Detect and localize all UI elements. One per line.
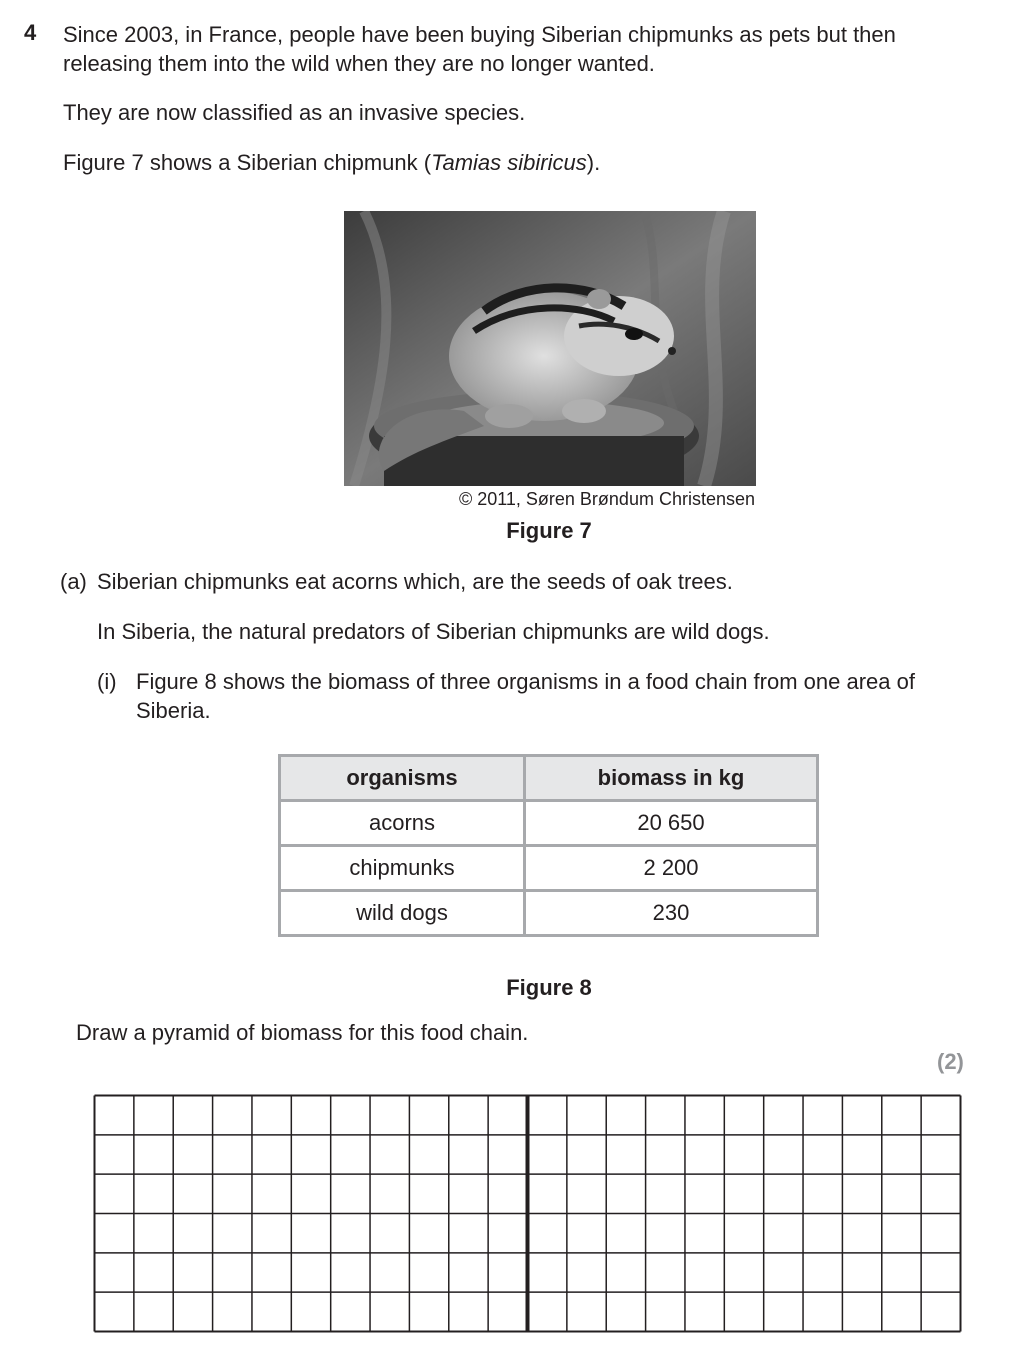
part-i-label: (i) [97, 669, 117, 694]
table-row [280, 801, 818, 846]
invasive-statement: They are now classified as an invasive species. [63, 100, 526, 125]
biomass-cell: 230 [525, 891, 818, 936]
chipmunk-photo [344, 211, 756, 486]
biomass-cell: 2 200 [525, 846, 818, 891]
question-intro: Since 2003, in France, people have been buying Siberian chipmunks as pets but then releasing them into the wild when they are no longer wanted. [63, 22, 896, 76]
organism-cell: wild dogs [280, 891, 525, 936]
figure7-caption: Figure 7 [506, 518, 592, 543]
answer-grid[interactable] [93, 1094, 963, 1339]
table-row [280, 891, 818, 936]
biomass-table [278, 754, 819, 937]
organism-cell: chipmunks [280, 846, 525, 891]
table-header-row [280, 756, 818, 801]
biomass-cell: 20 650 [525, 801, 818, 846]
part-a-label: (a) [60, 569, 87, 594]
column-header-biomass: biomass in kg [525, 756, 818, 801]
question-number: 4 [24, 20, 37, 45]
task-instruction: Draw a pyramid of biomass for this food chain. [76, 1020, 529, 1045]
marks-indicator: (2) [937, 1049, 964, 1074]
part-a-predators: In Siberia, the natural predators of Siberian chipmunks are wild dogs. [97, 619, 770, 644]
organism-cell: acorns [280, 801, 525, 846]
figure8-caption: Figure 8 [506, 975, 592, 1000]
table-row [280, 846, 818, 891]
part-a-text: Siberian chipmunks eat acorns which, are the seeds of oak trees. [97, 569, 733, 594]
column-header-organisms: organisms [280, 756, 525, 801]
photo-credit: © 2011, Søren Brøndum Christensen [458, 489, 755, 509]
part-i-text: Figure 8 shows the biomass of three organisms in a food chain from one area of Siberia. [136, 669, 915, 723]
figure7-sentence: Figure 7 shows a Siberian chipmunk (Tamias sibiricus). [63, 150, 601, 175]
species-name: Tamias sibiricus [431, 150, 587, 175]
